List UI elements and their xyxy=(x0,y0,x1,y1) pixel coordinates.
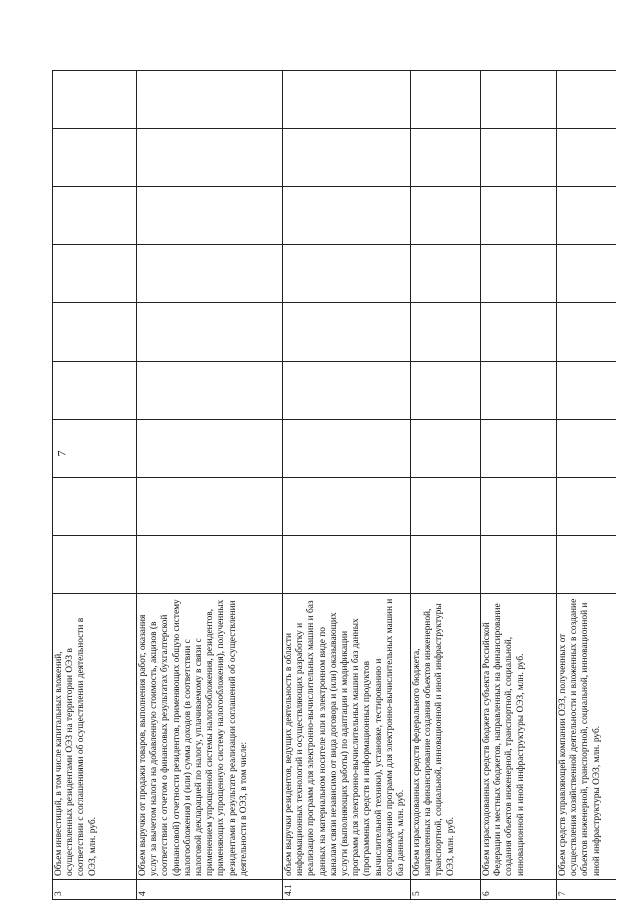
rotated-table xyxy=(52,70,616,900)
value-cell xyxy=(53,129,137,187)
row-number: 5 xyxy=(411,880,481,900)
value-cell xyxy=(411,245,481,303)
value-cell xyxy=(557,535,617,593)
value-cell xyxy=(481,187,557,245)
value-cell xyxy=(481,71,557,129)
value-cell xyxy=(53,477,137,535)
value-cell xyxy=(137,303,283,361)
value-cell xyxy=(137,187,283,245)
table-row xyxy=(557,71,617,900)
value-cell xyxy=(137,419,283,477)
table-row xyxy=(283,71,411,900)
value-cell xyxy=(283,187,411,245)
value-cell xyxy=(283,303,411,361)
value-cell xyxy=(481,535,557,593)
value-cell xyxy=(557,419,617,477)
row-number: 4.1 xyxy=(283,880,411,900)
value-cell xyxy=(481,129,557,187)
value-cell xyxy=(137,477,283,535)
table-row xyxy=(481,71,557,900)
value-cell xyxy=(283,419,411,477)
value-cell xyxy=(481,419,557,477)
value-cell xyxy=(283,535,411,593)
value-cell xyxy=(411,129,481,187)
value-cell xyxy=(137,129,283,187)
value-cell xyxy=(481,245,557,303)
value-cell xyxy=(411,477,481,535)
page-number: 7 xyxy=(54,450,69,457)
value-cell xyxy=(283,71,411,129)
value-cell xyxy=(53,535,137,593)
value-cell xyxy=(137,535,283,593)
value-cell xyxy=(283,361,411,419)
value-cell xyxy=(53,419,137,477)
value-cell xyxy=(137,245,283,303)
row-number: 7 xyxy=(557,880,617,900)
indicator-name: Объем выручки от продажи товаров, выполнения работ, оказания услуг за вычетом налога на добавленную стоимость, акцизов (в соответствии с отчетом о финансовых результатах бухгалтерской (финансовой) отчетности резидентов, применяющих общую систему налогообложения) и (или) сумма доходов (в соответствии с налоговой декларацией по налогу, уплачиваемому в связи с применением упрощенной системы налогообложения, резидентов, применяющих упрощенную систему налогообложения), полученных резидентами в результате реализации соглашений об осуществлении деятельности в ОЭЗ, в том числе: xyxy=(137,594,283,880)
value-cell xyxy=(53,71,137,129)
row-number: 3 xyxy=(53,880,137,900)
value-cell xyxy=(481,361,557,419)
value-cell xyxy=(137,361,283,419)
value-cell xyxy=(283,245,411,303)
table-container xyxy=(52,70,616,900)
row-number: 6 xyxy=(481,880,557,900)
row-number: 4 xyxy=(137,880,283,900)
indicator-name: Объем инвестиций, в том числе капитальных вложений, осуществленных резидентами ОЭЗ на территории ОЭЗ в соответствии с соглашениями об осуществлении деятельности в ОЭЗ, млн. руб. xyxy=(53,594,137,880)
value-cell xyxy=(411,71,481,129)
value-cell xyxy=(557,187,617,245)
value-cell xyxy=(53,361,137,419)
value-cell xyxy=(557,71,617,129)
value-cell xyxy=(557,245,617,303)
value-cell xyxy=(411,187,481,245)
indicator-name: Объем средств управляющей компании ОЭЗ, полученных от осуществления хозяйственной деятельности и вложенных в создание объектов инженерной, транспортной, социальной, инновационной и иной инфраструктуры ОЭЗ, млн. руб. xyxy=(557,594,617,880)
value-cell xyxy=(53,245,137,303)
value-cell xyxy=(481,303,557,361)
indicator-name: объем выручки резидентов, ведущих деятельность в области информационных технологий и осуществляющих разработку и реализацию программ для электронно-вычислительных машин и баз данных на материальном носителе или в электронном виде по каналам связи независимо от вида договора и (или) оказывающих услуги (выполняющих работы) по адаптации и модификации программ для электронно-вычислительных машин и баз данных (программных средств и информационных продуктов вычислительной техники), установке, тестированию и сопровождению программ для электронно-вычислительных машин и баз данных, млн. руб. xyxy=(283,594,411,880)
value-cell xyxy=(411,535,481,593)
value-cell xyxy=(283,477,411,535)
indicators-table xyxy=(52,70,616,900)
value-cell xyxy=(411,361,481,419)
indicator-name: Объем израсходованных средств федерального бюджета, направленных на финансирование создания объектов инженерной, транспортной, социальной, инновационной и иной инфраструктуры ОЭЗ, млн. руб. xyxy=(411,594,481,880)
table-row xyxy=(411,71,481,900)
value-cell xyxy=(557,129,617,187)
value-cell xyxy=(283,129,411,187)
value-cell xyxy=(137,71,283,129)
value-cell xyxy=(481,477,557,535)
value-cell xyxy=(411,303,481,361)
value-cell xyxy=(53,187,137,245)
value-cell xyxy=(411,419,481,477)
table-row xyxy=(137,71,283,900)
value-cell xyxy=(557,303,617,361)
value-cell xyxy=(53,303,137,361)
value-cell xyxy=(557,361,617,419)
value-cell xyxy=(557,477,617,535)
table-row xyxy=(53,71,137,900)
indicator-name: Объем израсходованных средств бюджета субъекта Российской Федерации и местных бюджетов, направленных на финансирование создания объектов инженерной, транспортной, социальной, инновационной и иной инфраструктуры ОЭЗ, млн. руб. xyxy=(481,594,557,880)
